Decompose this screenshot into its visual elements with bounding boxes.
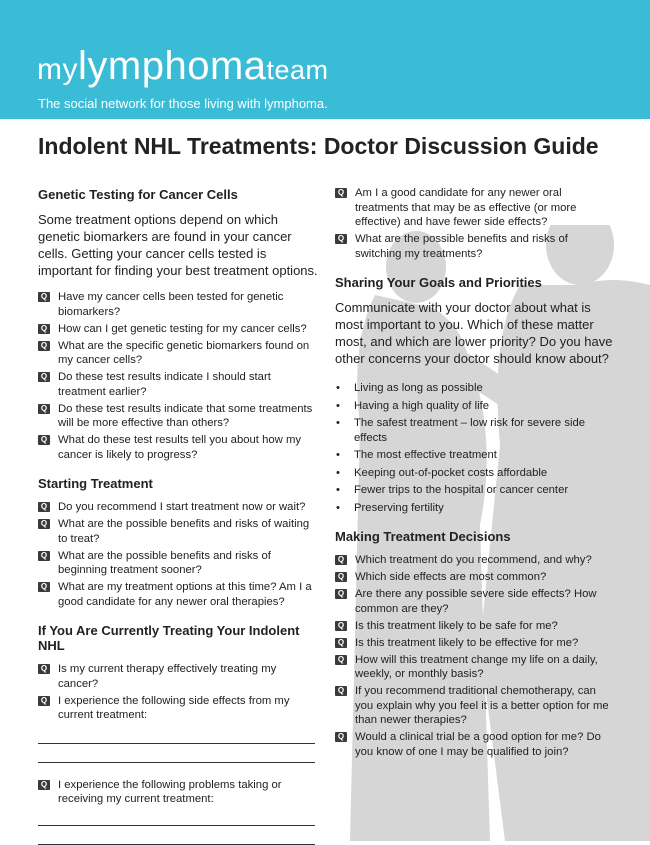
question-item xyxy=(335,653,615,682)
write-in-line[interactable] xyxy=(38,844,315,845)
starting-treatment-questions xyxy=(38,500,318,609)
goals-intro: Communicate with your doctor about what is most important to you. Which of these matter most, and which are lower priority? Do you have other concerns your doctor should know about? xyxy=(335,300,613,366)
question-item xyxy=(335,684,615,728)
question-item xyxy=(38,549,318,578)
goals-list xyxy=(335,381,615,515)
question-icon: Q xyxy=(38,519,50,529)
question-text: How can I get genetic testing for my cancer cells? xyxy=(58,322,307,335)
question-item xyxy=(38,778,318,807)
question-item xyxy=(335,730,615,759)
question-item xyxy=(335,587,615,616)
logo-my: my xyxy=(37,53,78,86)
logo-main: lymphoma xyxy=(78,44,267,88)
question-text: What are the possible benefits and risks of beginning treatment sooner? xyxy=(58,549,271,576)
question-text: How will this treatment change my life on a daily, weekly, or monthly basis? xyxy=(355,653,598,680)
question-text: Which treatment do you recommend, and why? xyxy=(355,554,592,566)
list-item: • Fewer trips to the hospital or cancer center xyxy=(335,483,615,498)
question-item xyxy=(335,619,615,634)
tagline: The social network for those living with lymphoma. xyxy=(38,96,328,111)
list-item: • Living as long as possible xyxy=(335,381,615,396)
section-heading-genetic-testing: Genetic Testing for Cancer Cells xyxy=(38,187,238,202)
question-icon: Q xyxy=(38,404,50,414)
right-column xyxy=(335,186,615,762)
question-item xyxy=(38,662,318,691)
question-text: What are my treatment options at this time? Am I a good candidate for any newer oral therapies? xyxy=(58,581,312,608)
question-text: What are the specific genetic biomarkers found on my cancer cells? xyxy=(58,339,310,366)
question-item xyxy=(38,322,318,337)
write-in-line[interactable] xyxy=(38,762,315,763)
question-text: Is this treatment likely to be safe for me? xyxy=(355,619,558,632)
question-icon: Q xyxy=(335,732,347,742)
question-icon: Q xyxy=(335,589,347,599)
question-item xyxy=(38,694,318,723)
question-item xyxy=(38,433,318,462)
question-icon: Q xyxy=(38,780,50,790)
list-item: • Preserving fertility xyxy=(335,501,615,516)
question-item xyxy=(38,500,318,515)
question-icon: Q xyxy=(335,686,347,696)
question-icon: Q xyxy=(335,234,347,244)
list-item: • Keeping out-of-pocket costs affordable xyxy=(335,466,615,481)
question-item xyxy=(38,339,318,368)
question-text: Do these test results indicate that some treatments will be more effective than others? xyxy=(58,402,313,429)
question-text: Do you recommend I start treatment now or wait? xyxy=(58,501,306,513)
question-icon: Q xyxy=(335,621,347,631)
list-item: • The safest treatment – low risk for severe side effects xyxy=(335,416,615,445)
mylymphomateam-logo xyxy=(37,46,329,86)
question-icon: Q xyxy=(38,582,50,592)
question-item xyxy=(38,517,318,546)
question-item xyxy=(38,580,318,609)
question-icon: Q xyxy=(38,292,50,302)
question-item xyxy=(335,186,615,230)
question-text: Are there any possible severe side effects? How common are they? xyxy=(355,588,597,615)
current-treatment-questions xyxy=(38,662,318,723)
page-title: Indolent NHL Treatments: Doctor Discussion Guide xyxy=(38,133,599,159)
question-item xyxy=(335,636,615,651)
question-item xyxy=(38,290,318,319)
question-item xyxy=(335,232,615,261)
section-heading-decisions: Making Treatment Decisions xyxy=(335,529,511,544)
question-icon: Q xyxy=(38,551,50,561)
list-item: • Having a high quality of life xyxy=(335,399,615,414)
question-text: What are the possible benefits and risks of waiting to treat? xyxy=(58,518,310,545)
question-icon: Q xyxy=(335,572,347,582)
header-banner xyxy=(0,0,650,119)
question-icon: Q xyxy=(335,188,347,198)
section-heading-goals: Sharing Your Goals and Priorities xyxy=(335,275,542,290)
question-item xyxy=(38,370,318,399)
question-icon: Q xyxy=(38,696,50,706)
question-text: What do these test results tell you about how my cancer is likely to progress? xyxy=(58,434,302,461)
current-treatment-problems xyxy=(38,778,318,807)
question-text: I experience the following side effects from my current treatment: xyxy=(58,694,290,721)
oral-treatment-questions xyxy=(335,186,615,261)
question-text: Is my current therapy effectively treating my cancer? xyxy=(58,663,277,690)
question-text: If you recommend traditional chemotherapy, can you explain why you feel it is a better option for me than newer therapies? xyxy=(355,685,609,726)
question-icon: Q xyxy=(38,372,50,382)
question-icon: Q xyxy=(38,435,50,445)
section-heading-starting-treatment: Starting Treatment xyxy=(38,476,153,491)
question-icon: Q xyxy=(38,664,50,674)
question-item xyxy=(38,402,318,431)
question-text: Am I a good candidate for any newer oral treatments that may be as effective (or more effective) and have fewer side effects? xyxy=(355,187,577,228)
question-item xyxy=(335,570,615,585)
genetic-testing-intro: Some treatment options depend on which genetic biomarkers are found in your cancer cells. Getting your cancer cells tested is important for finding your best treatment options. xyxy=(38,212,318,278)
list-item: • The most effective treatment xyxy=(335,448,615,463)
genetic-testing-questions xyxy=(38,290,318,462)
question-icon: Q xyxy=(38,341,50,351)
write-in-line[interactable] xyxy=(38,743,315,744)
question-text: Which side effects are most common? xyxy=(355,571,547,583)
question-item xyxy=(335,553,615,568)
question-icon: Q xyxy=(38,324,50,334)
question-text: Is this treatment likely to be effective for me? xyxy=(355,636,579,649)
decisions-questions xyxy=(335,553,615,759)
left-column xyxy=(38,187,318,845)
section-heading-current-treatment: If You Are Currently Treating Your Indolent NHL xyxy=(38,623,300,653)
question-icon: Q xyxy=(335,638,347,648)
question-text: Have my cancer cells been tested for genetic biomarkers? xyxy=(58,291,284,318)
question-icon: Q xyxy=(38,502,50,512)
question-text: What are the possible benefits and risks of switching my treatments? xyxy=(355,233,568,260)
logo-team: team xyxy=(266,55,329,85)
question-icon: Q xyxy=(335,555,347,565)
question-text: Do these test results indicate I should start treatment earlier? xyxy=(58,371,271,398)
question-text: I experience the following problems taking or receiving my current treatment: xyxy=(58,778,282,805)
write-in-line[interactable] xyxy=(38,825,315,826)
question-icon: Q xyxy=(335,655,347,665)
question-text: Would a clinical trial be a good option for me? Do you know of one I may be qualified to join? xyxy=(355,731,601,758)
